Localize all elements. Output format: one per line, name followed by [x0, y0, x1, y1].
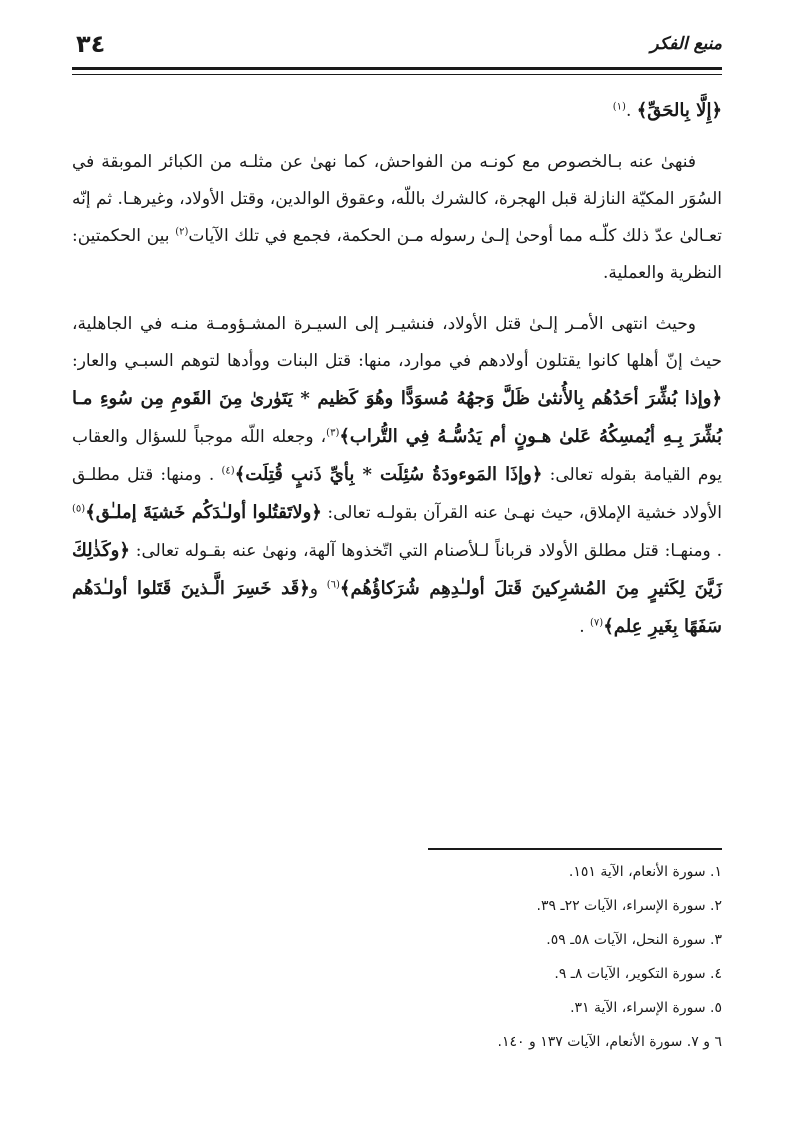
footnote-ref: (٦)	[326, 579, 340, 591]
paragraph-text: ، وجعله اللّه موجباً للسؤال والعقاب يوم القيامة بقوله تعالى:	[72, 427, 722, 485]
running-title: منبع الفكر	[650, 34, 722, 54]
footnote-ref: (٢)	[175, 226, 189, 238]
footnote-item: ٢. سورة الإسراء، الآيات ٢٢ـ ٣٩.	[536, 898, 722, 914]
paragraph-text: وحيث انتهى الأمـر إلـىٰ قتل الأولاد، فنشيـر إلى السيـرة المشـؤومـة منـه في الجاهلية، حيث إنّ أهلها كانوا يقتلون أولادهم في موارد، منها: قتل البنات ووأدها لتوهم السبـي والعار:	[72, 314, 722, 371]
footnote-item: ٤. سورة التكوير، الآيات ٨ـ ٩.	[554, 966, 722, 982]
header-rule-thick	[72, 67, 722, 70]
paragraph-text: . ومنهـا: قتل مطلق الأولاد قرباناً لـلأصنام التي اتّخذوها آلهة، ونهىٰ عنه بقـوله تعالى:	[129, 541, 722, 561]
footnotes	[362, 855, 722, 1059]
main-text	[72, 92, 722, 646]
paragraph-text: و	[309, 579, 327, 599]
header-rule-thin	[72, 74, 722, 75]
paragraph-text: .	[579, 617, 591, 637]
quran-quote: ﴿ولاتَقتُلوا أولـٰدَكُم خَشيَةَ إملـٰق﴾	[85, 502, 322, 523]
paragraph-text: بين الحكمتين: النظرية والعملية.	[72, 226, 722, 283]
quran-quote: ﴿وإذا بُشِّرَ أحَدُهُم بِالأُنثىٰ ظَلَّ وَجهُهُ مُسوَدًّا وهُوَ كَظيم * يَتَوٰرىٰ مِنَ القَومِ مِن سُوءِ مـا بُشِّرَ بِـهِ أيُمسِكُهُ عَلىٰ هـونٍ أم يَدُسُّـهُ فِي التُّراب﴾	[72, 388, 722, 447]
paragraph-text: . ومنها: قتل مطلـق الأولاد خشية الإملاق، حيث نهـىٰ عنه القرآن بقولـه تعالى:	[72, 465, 722, 523]
footnote-ref: (١)	[612, 101, 626, 113]
footnote-item: ٥. سورة الإسراء، الآية ٣١.	[570, 1000, 722, 1016]
quran-quote: ﴿وكَذٰلِكَ زَيَّنَ لِكَثيرٍ مِنَ المُشرِكينَ قَتلَ أولـٰدِهِم شُرَكاؤُهُم﴾	[72, 540, 722, 599]
page-number: ٣٤	[76, 30, 106, 58]
footnote-ref: (٥)	[72, 503, 86, 515]
paragraph-text: .	[625, 101, 637, 121]
quran-quote: ﴿إِلَّا بِالحَقِّ﴾	[636, 100, 722, 121]
quran-quote: ﴿قَد خَسِرَ الَّـذينَ قَتَلوا أولـٰدَهُم سَفَهًا بِغَيرِ عِلم﴾	[72, 578, 722, 637]
footnote-separator	[428, 848, 722, 850]
footnote-ref: (٤)	[221, 465, 235, 477]
footnote-item: ١. سورة الأنعام، الآية ١٥١.	[568, 864, 722, 880]
paragraph-1	[72, 92, 722, 130]
quran-quote: ﴿وإذَا المَوءودَةُ سُئِلَت * بِأيِّ ذَنبٍ قُتِلَت﴾	[234, 464, 543, 485]
page-header	[72, 28, 722, 68]
footnote-item: ٣. سورة النحل، الآيات ٥٨ـ ٥٩.	[546, 932, 722, 948]
paragraph-text: فنهىٰ عنه بـالخصوص مع كونـه من الفواحش، كما نهىٰ عن مثلـه من الكبائر الموبقة في السُوَر المكيّة النازلة قبل الهجرة، كالشرك باللّه، وعقوق الوالدين، وقتل الأولاد، وغيرهـا. ثم إنّه تعـالىٰ عدّ ذلك كلّـه مما أوحىٰ إلـىٰ رسوله مـن الحكمة، فجمع في تلك الآيات	[72, 152, 722, 246]
footnote-ref: (٧)	[590, 617, 604, 629]
footnote-ref: (٣)	[326, 427, 340, 439]
paragraph-3	[72, 306, 722, 646]
paragraph-2	[72, 144, 722, 292]
footnote-item: ٦ و ٧. سورة الأنعام، الآيات ١٣٧ و ١٤٠.	[497, 1034, 722, 1050]
